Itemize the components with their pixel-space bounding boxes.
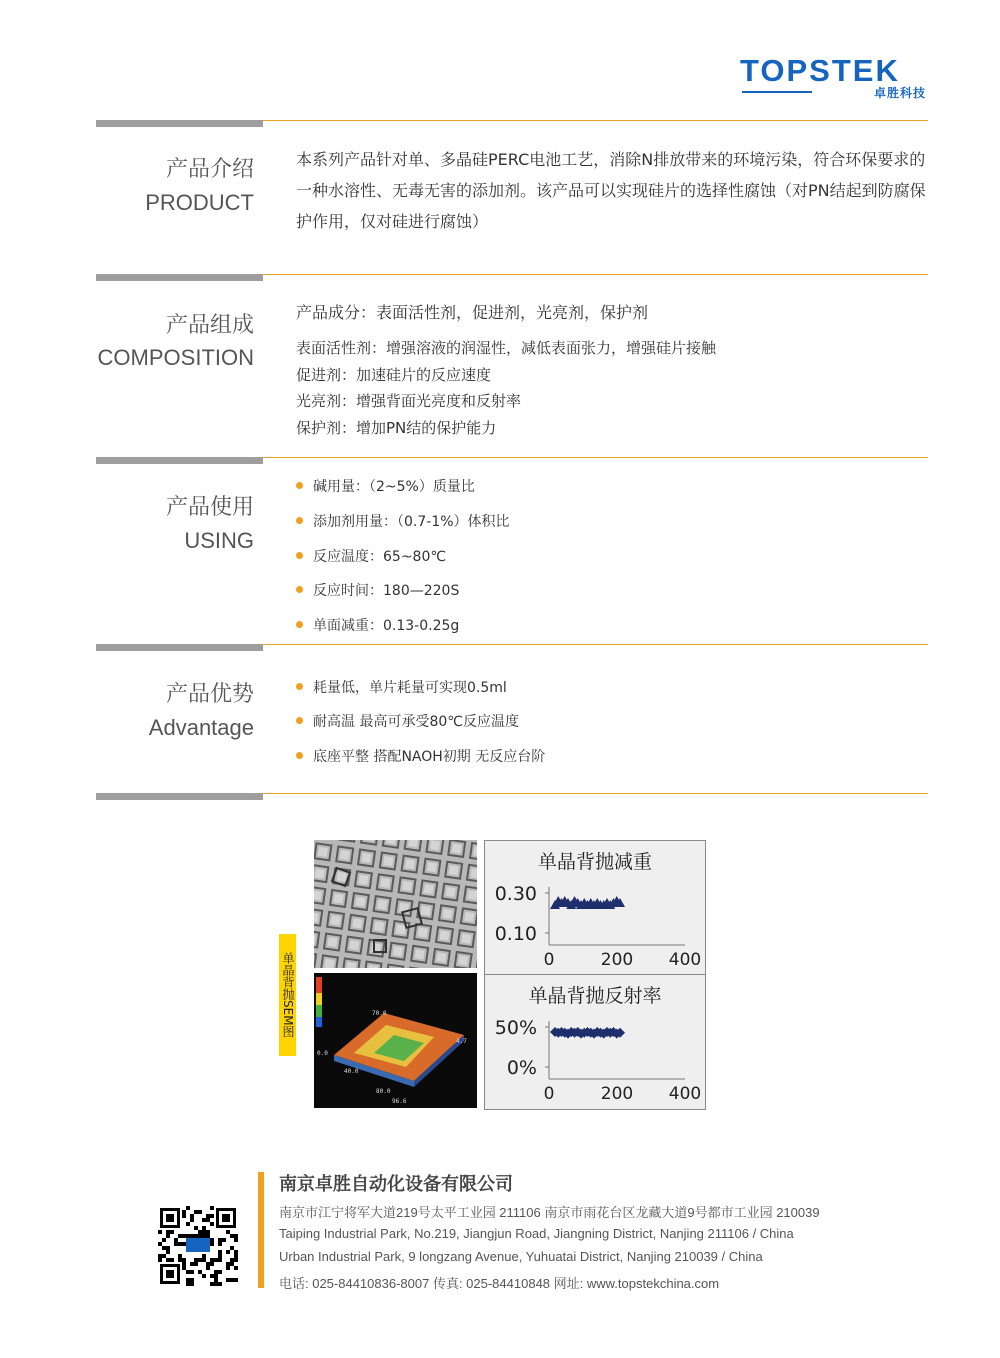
qr-module	[230, 1258, 234, 1262]
logo-subtitle: 卓胜科技	[873, 86, 926, 100]
qr-module	[202, 1274, 206, 1278]
footer-address-line: Taiping Industrial Park, No.219, Jiangjun Road, Jiangning District, Nanjing 211106 / China	[279, 1226, 794, 1241]
qr-module	[186, 1278, 190, 1282]
qr-module	[178, 1258, 182, 1262]
qr-module	[174, 1238, 178, 1242]
qr-module	[162, 1254, 166, 1258]
qr-module	[222, 1238, 226, 1242]
x-tick-label: 0	[543, 1084, 555, 1104]
qr-module	[186, 1222, 190, 1226]
section-divider-end	[96, 793, 928, 801]
composition-line: 光亮剂：增强背面光亮度和反射率	[296, 392, 522, 410]
qr-module	[190, 1278, 194, 1282]
section-title-en-product: PRODUCT	[145, 190, 254, 215]
qr-module	[214, 1270, 218, 1274]
qr-module	[170, 1230, 174, 1234]
qr-module	[178, 1242, 182, 1246]
qr-module	[234, 1238, 238, 1242]
qr-module	[214, 1278, 218, 1282]
chart-weight-loss	[484, 840, 706, 975]
company-name: 南京卓胜自动化设备有限公司	[279, 1174, 513, 1195]
qr-module	[158, 1230, 162, 1234]
svg-text:70.0: 70.0	[372, 1010, 387, 1017]
qr-module	[182, 1210, 186, 1214]
qr-module	[206, 1214, 210, 1218]
qr-module	[182, 1234, 186, 1238]
qr-module	[198, 1234, 202, 1238]
qr-module	[210, 1282, 214, 1286]
qr-module	[218, 1242, 222, 1246]
section-title-en-composition: COMPOSITION	[97, 345, 254, 370]
qr-module	[226, 1278, 230, 1282]
qr-module	[194, 1234, 198, 1238]
company-logo	[740, 53, 930, 100]
qr-module	[234, 1234, 238, 1238]
footer-contact-line: 电话: 025-84410836-8007 传真: 025-84410848 网址: www.topstekchina.com	[279, 1276, 720, 1291]
bullet-dot-icon	[296, 717, 303, 724]
qr-module	[190, 1234, 194, 1238]
svg-text:96.6: 96.6	[392, 1098, 407, 1105]
qr-module	[182, 1258, 186, 1262]
qr-module	[198, 1210, 202, 1214]
qr-module	[186, 1270, 190, 1274]
qr-module	[230, 1262, 234, 1266]
qr-module	[198, 1258, 202, 1262]
x-tick-label: 200	[600, 950, 634, 970]
x-tick-label: 400	[668, 1084, 702, 1104]
qr-module	[218, 1238, 222, 1242]
advantage-item: 耗量低，单片耗量可实现0.5ml	[296, 677, 507, 697]
bullet-dot-icon	[296, 752, 303, 759]
section-title-cn-advantage: 产品优势	[165, 682, 254, 707]
section-title-cn-using: 产品使用	[165, 495, 254, 520]
qr-module	[218, 1282, 222, 1286]
bullet-dot-icon	[296, 552, 303, 559]
qr-module	[158, 1242, 162, 1246]
section-divider-product	[96, 120, 928, 128]
qr-module	[210, 1262, 214, 1266]
qr-module	[158, 1258, 162, 1262]
using-item: 碱用量：（2~5%）质量比	[296, 476, 475, 496]
qr-module	[170, 1258, 174, 1262]
qr-module	[178, 1254, 182, 1258]
qr-module	[182, 1242, 186, 1246]
svg-text:80.0: 80.0	[376, 1088, 391, 1095]
qr-module	[190, 1270, 194, 1274]
footer-accent-bar	[258, 1172, 264, 1288]
using-item: 反应时间：180—220S	[296, 580, 459, 600]
qr-module	[182, 1262, 186, 1266]
y-tick-label: 0.10	[494, 923, 537, 945]
qr-module	[218, 1250, 222, 1254]
section-title-en-using: USING	[184, 528, 254, 553]
y-tick-label: 0%	[506, 1057, 537, 1079]
qr-module	[162, 1246, 166, 1250]
product-description: 本系列产品针对单、多晶硅PERC电池工艺，消除N排放带来的环境污染，符合环保要求的一种水溶性、无毒无害的添加剂。该产品可以实现硅片的选择性腐蚀（对PN结起到防腐保护作用，仅对硅进行腐蚀）	[296, 150, 926, 231]
qr-module	[194, 1210, 198, 1214]
y-tick-label: 0.30	[494, 883, 537, 905]
qr-module	[226, 1250, 230, 1254]
qr-module	[158, 1254, 162, 1258]
using-item: 单面减重：0.13-0.25g	[296, 615, 459, 635]
qr-module	[234, 1258, 238, 1262]
qr-module	[202, 1218, 206, 1222]
qr-module	[166, 1234, 170, 1238]
x-tick-label: 400	[668, 950, 702, 970]
qr-module	[206, 1262, 210, 1266]
qr-module	[226, 1230, 230, 1234]
qr-module	[202, 1226, 206, 1230]
advantage-item: 耐高温 最高可承受80℃反应温度	[296, 711, 519, 731]
qr-module	[210, 1206, 214, 1210]
qr-module	[210, 1242, 214, 1246]
section-title-cn-product: 产品介绍	[165, 157, 254, 182]
qr-module	[234, 1250, 238, 1254]
qr-code	[158, 1206, 238, 1286]
qr-module	[190, 1282, 194, 1286]
qr-module	[210, 1258, 214, 1262]
qr-module	[194, 1258, 198, 1262]
qr-module	[182, 1266, 186, 1270]
qr-module	[206, 1266, 210, 1270]
qr-module	[194, 1262, 198, 1266]
sem-microscope-image	[314, 840, 477, 968]
section-title-cn-composition: 产品组成	[165, 313, 254, 338]
composition-line: 促进剂：加速硅片的反应速度	[296, 366, 492, 384]
qr-module	[162, 1238, 166, 1242]
logo-underline	[742, 91, 812, 93]
qr-module	[202, 1258, 206, 1262]
footer-address-line: Urban Industrial Park, 9 longzang Avenue, Yuhuatai District, Nanjing 210039 / China	[279, 1249, 763, 1264]
qr-module	[206, 1230, 210, 1234]
qr-module	[230, 1278, 234, 1282]
chart-reflectance	[484, 974, 706, 1110]
qr-module	[166, 1246, 170, 1250]
qr-module	[206, 1218, 210, 1222]
qr-module	[218, 1254, 222, 1258]
y-tick-label: 50%	[494, 1017, 537, 1039]
x-tick-label: 0	[543, 950, 555, 970]
logo-wordmark: TOPSTEK	[740, 53, 900, 88]
using-item: 添加剂用量：（0.7-1%）体积比	[296, 511, 510, 531]
qr-module	[234, 1254, 238, 1258]
qr-module	[166, 1230, 170, 1234]
bullet-dot-icon	[296, 586, 303, 593]
bullet-dot-icon	[296, 482, 303, 489]
qr-module	[234, 1278, 238, 1282]
bullet-dot-icon	[296, 683, 303, 690]
chart-title: 单晶背抛反射率	[528, 985, 662, 1007]
qr-module	[198, 1270, 202, 1274]
svg-text:0.0: 0.0	[317, 1050, 328, 1057]
footer-address-line: 南京市江宁将军大道219号太平工业园 211106 南京市雨花台区龙藏大道9号都市工业园 210039	[279, 1205, 820, 1220]
qr-module	[210, 1214, 214, 1218]
sem-label: 单晶背抛SEM图	[279, 934, 296, 1056]
section-divider-advantage	[96, 644, 928, 652]
qr-module	[190, 1262, 194, 1266]
qr-module	[190, 1214, 194, 1218]
svg-text:40.0: 40.0	[344, 1068, 359, 1075]
qr-module	[202, 1254, 206, 1258]
svg-text:4.7: 4.7	[456, 1038, 467, 1045]
qr-module	[226, 1266, 230, 1270]
composition-lead: 产品成分：表面活性剂，促进剂，光亮剂，保护剂	[296, 303, 649, 322]
using-item: 反应温度：65~80℃	[296, 546, 446, 566]
qr-module	[182, 1214, 186, 1218]
qr-module	[230, 1234, 234, 1238]
qr-module	[202, 1234, 206, 1238]
composition-line: 表面活性剂：增强溶液的润湿性，减低表面张力，增强硅片接触	[296, 339, 717, 357]
qr-module	[210, 1274, 214, 1278]
qr-module	[178, 1234, 182, 1238]
qr-module	[218, 1258, 222, 1262]
qr-module	[210, 1238, 214, 1242]
chart-plot	[485, 975, 705, 1109]
bullet-dot-icon	[296, 517, 303, 524]
qr-module	[198, 1230, 202, 1234]
chart-plot	[485, 841, 705, 974]
qr-module	[186, 1234, 190, 1238]
qr-module	[214, 1274, 218, 1278]
qr-module	[202, 1230, 206, 1234]
section-divider-using	[96, 457, 928, 465]
advantage-item: 底座平整 搭配NAOH初期 无反应台阶	[296, 746, 545, 766]
x-tick-label: 200	[600, 1084, 634, 1104]
qr-module	[210, 1222, 214, 1226]
qr-module	[194, 1226, 198, 1230]
qr-module	[234, 1266, 238, 1270]
qr-module	[230, 1246, 234, 1250]
qr-module	[214, 1258, 218, 1262]
chart-title: 单晶背抛减重	[537, 851, 652, 873]
section-title-en-advantage: Advantage	[148, 715, 254, 740]
bullet-dot-icon	[296, 621, 303, 628]
qr-module	[174, 1242, 178, 1246]
qr-module	[206, 1234, 210, 1238]
composition-line: 保护剂：增加PN结的保护能力	[296, 419, 497, 437]
qr-module	[166, 1250, 170, 1254]
qr-module	[166, 1258, 170, 1262]
qr-module	[190, 1218, 194, 1222]
section-divider-composition	[96, 274, 928, 282]
qr-module	[218, 1270, 222, 1274]
qr-module	[186, 1206, 190, 1210]
sem-3d-profile-image	[314, 973, 477, 1108]
qr-module	[226, 1262, 230, 1266]
qr-module	[214, 1282, 218, 1286]
qr-module	[186, 1282, 190, 1286]
